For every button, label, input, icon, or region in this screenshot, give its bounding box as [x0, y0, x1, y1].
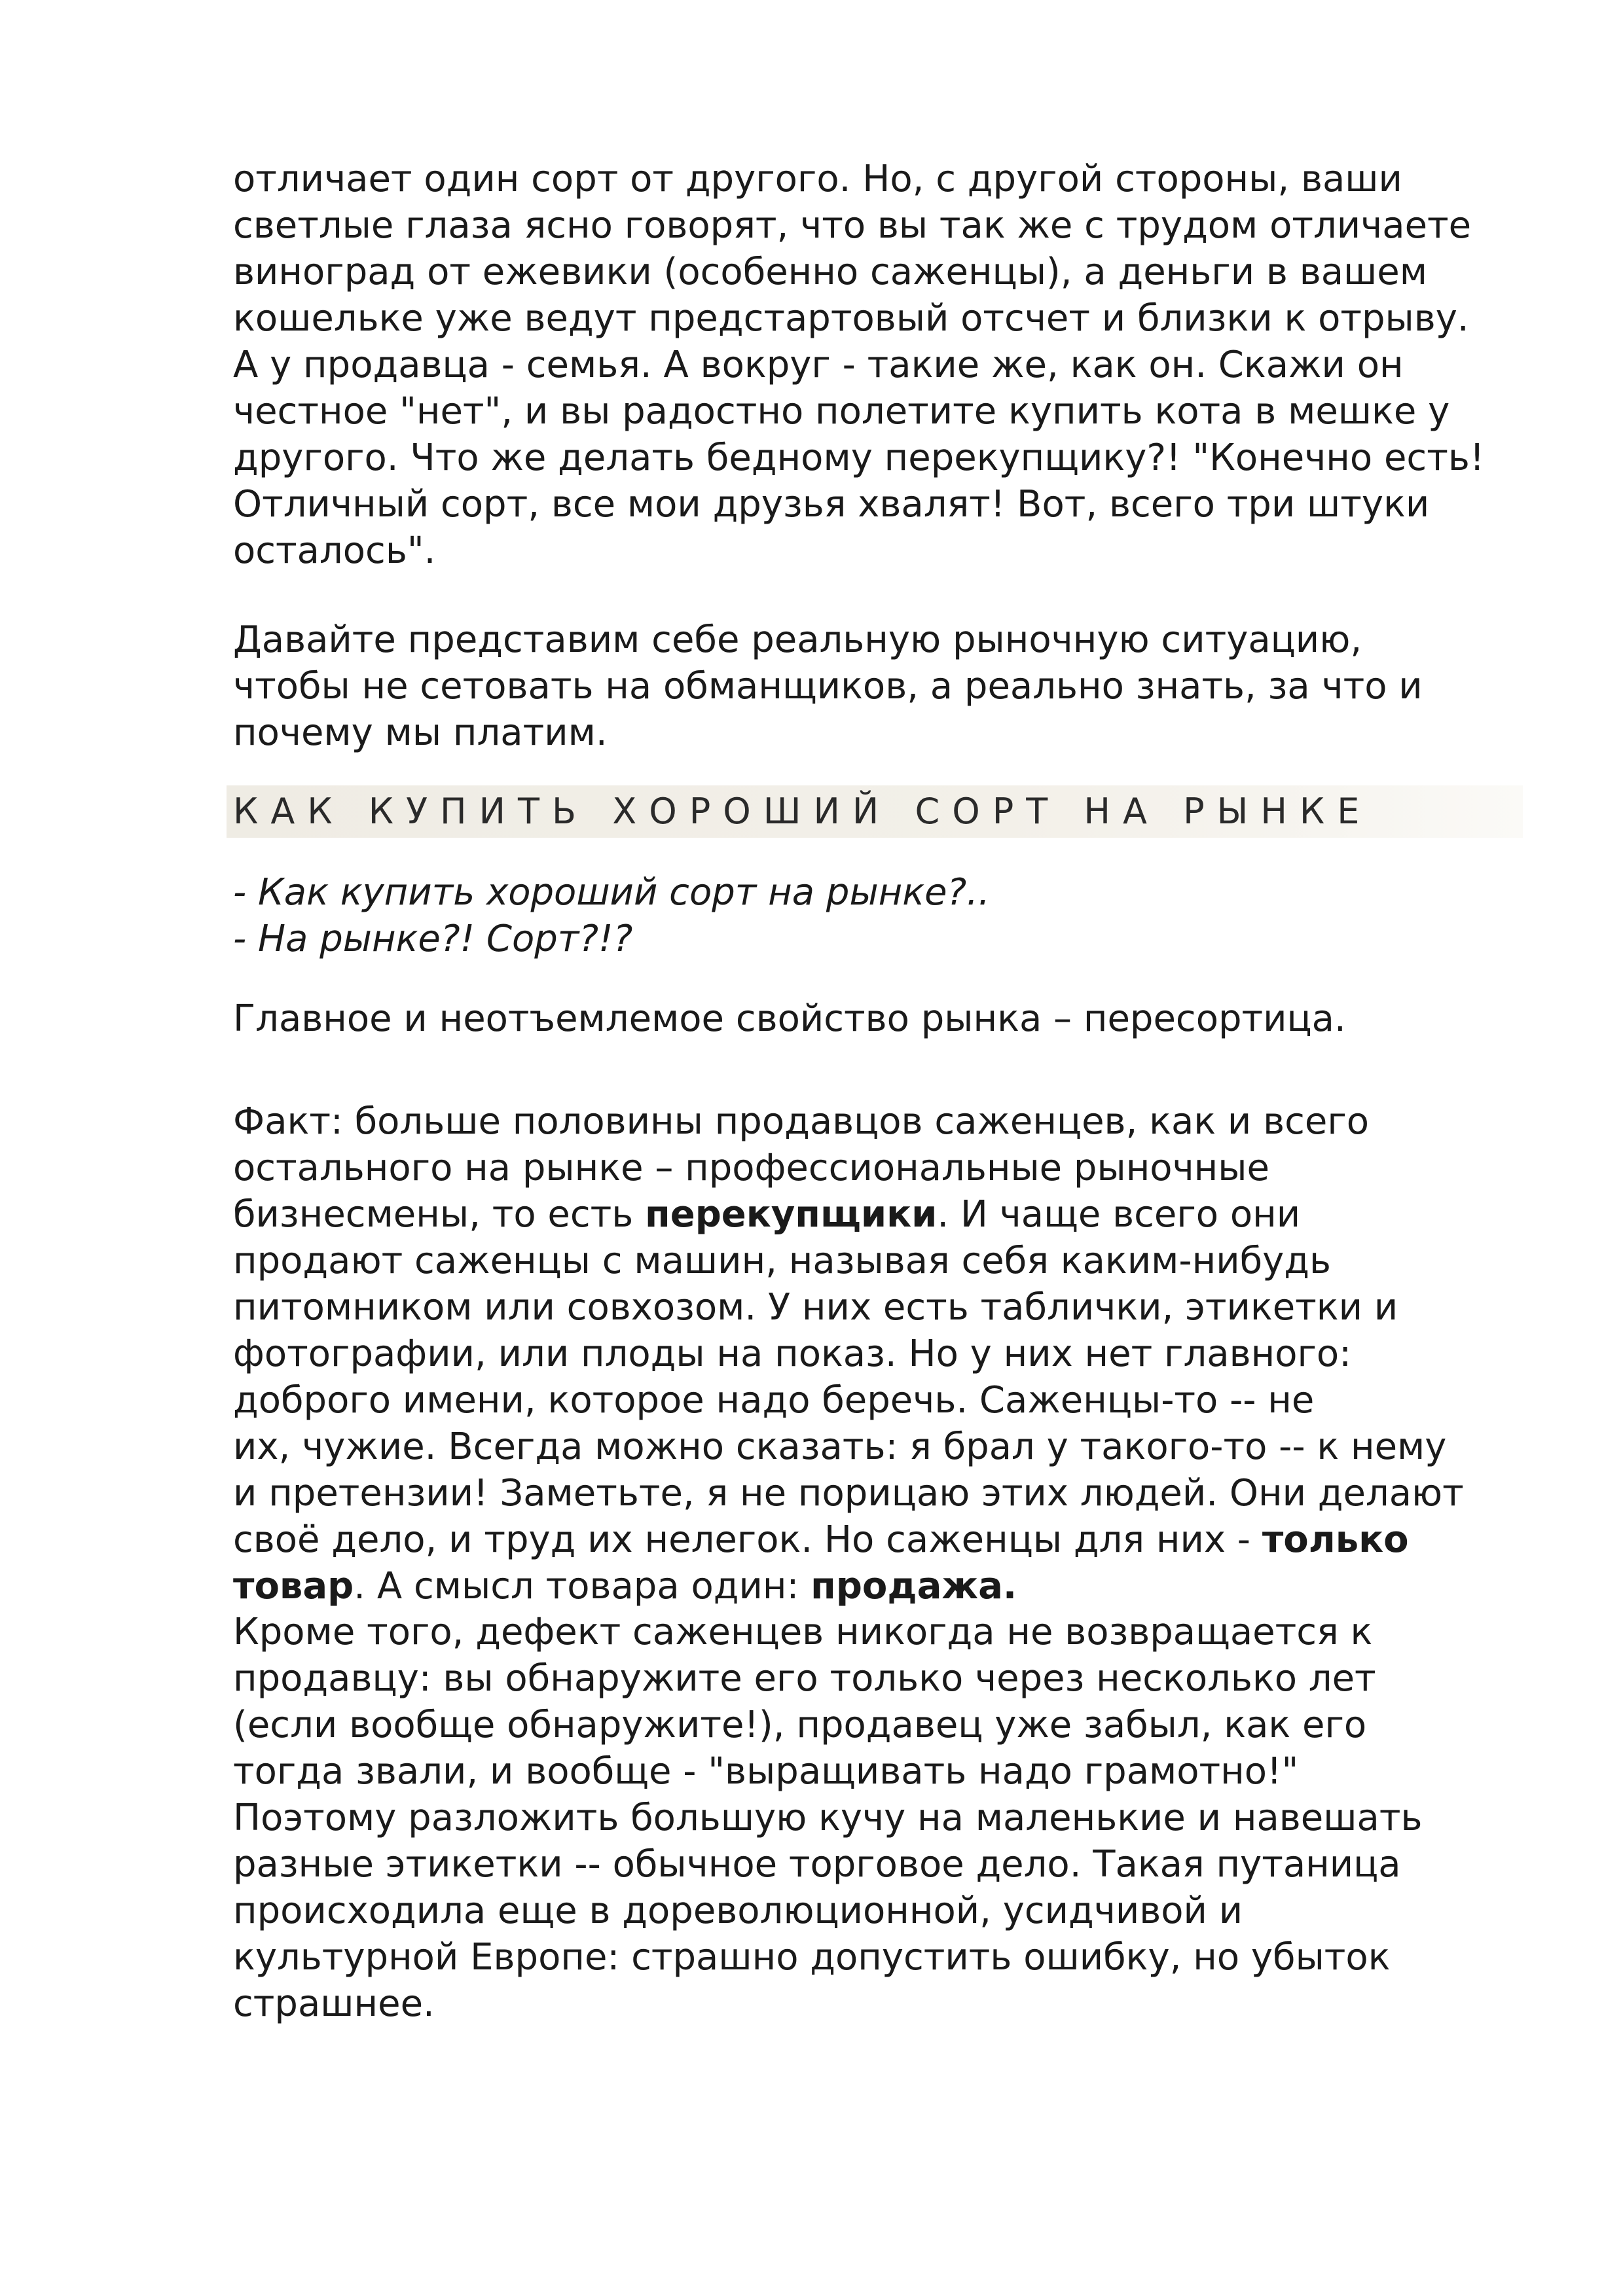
- bold-term-sale: продажа.: [811, 1565, 1017, 1607]
- text-line: фотографии, или плоды на показ. Но у них нет главного:: [233, 1333, 1351, 1375]
- paragraph-5: [233, 1609, 1529, 2027]
- text-line: отличает один сорт от другого. Но, с другой стороны, ваши: [233, 158, 1402, 200]
- dialogue-line-1: - Как купить хороший сорт на рынке?..: [233, 871, 990, 914]
- text-line: (если вообще обнаружите!), продавец уже забыл, как его: [233, 1704, 1367, 1746]
- text-line: культурной Европе: страшно допустить ошибку, но убыток: [233, 1936, 1391, 1979]
- dialogue-block: [233, 869, 1529, 962]
- text-span: бизнесмены, то есть: [233, 1193, 646, 1236]
- text-span: своё дело, и труд их нелегок. Но саженцы для них -: [233, 1518, 1262, 1561]
- text-line: Кроме того, дефект саженцев никогда не возвращается к: [233, 1611, 1373, 1653]
- text-line: тогда звали, и вообще - "выращивать надо грамотно!": [233, 1750, 1299, 1793]
- paragraph-1: [233, 156, 1529, 574]
- text-line: Давайте представим себе реальную рыночную ситуацию,: [233, 619, 1362, 661]
- paragraph-3: Главное и неотъемлемое свойство рынка – пересортица.: [233, 997, 1346, 1040]
- text-line: остального на рынке – профессиональные рыночные: [233, 1147, 1269, 1189]
- text-span: . И чаще всего они: [937, 1193, 1301, 1236]
- bold-term-only: только: [1262, 1518, 1409, 1561]
- text-line: доброго имени, которое надо беречь. Саженцы-то -- не: [233, 1379, 1315, 1422]
- text-line: осталось".: [233, 529, 436, 572]
- text-line: А у продавца - семья. А вокруг - такие же, как он. Скажи он: [233, 344, 1404, 386]
- bold-term-goods: товар: [233, 1565, 354, 1607]
- bold-term-resellers: перекупщики: [645, 1193, 938, 1236]
- text-line: другого. Что же делать бедному перекупщику?! "Конечно есть!: [233, 437, 1485, 479]
- dialogue-line-2: - На рынке?! Сорт?!?: [233, 918, 633, 960]
- section-heading: КАК КУПИТЬ ХОРОШИЙ СОРТ НА РЫНКЕ: [227, 785, 1523, 838]
- text-span: . А смысл товара один:: [354, 1565, 811, 1607]
- paragraph-2: [233, 617, 1529, 756]
- text-line: и претензии! Заметьте, я не порицаю этих людей. Они делают: [233, 1472, 1464, 1515]
- text-line: [233, 1191, 1529, 1238]
- text-line: разные этикетки -- обычное торговое дело. Такая путаница: [233, 1843, 1401, 1886]
- text-line: продавцу: вы обнаружите его только через несколько лет: [233, 1657, 1376, 1700]
- text-line: питомником или совхозом. У них есть таблички, этикетки и: [233, 1286, 1398, 1329]
- text-line: Поэтому разложить большую кучу на маленькие и навешать: [233, 1797, 1423, 1839]
- text-line: честное "нет", и вы радостно полетите купить кота в мешке у: [233, 390, 1450, 433]
- text-line: Отличный сорт, все мои друзья хвалят! Вот, всего три штуки: [233, 483, 1430, 526]
- text-line: [233, 1563, 1529, 1609]
- text-line: кошельке уже ведут предстартовый отсчет и близки к отрыву.: [233, 297, 1469, 340]
- paragraph-4: [233, 1098, 1529, 1609]
- text-line: чтобы не сетовать на обманщиков, а реально знать, за что и: [233, 665, 1423, 708]
- text-line: продают саженцы с машин, называя себя каким-нибудь: [233, 1240, 1331, 1282]
- text-line: происходила еще в дореволюционной, усидчивой и: [233, 1890, 1243, 1932]
- text-line: Факт: больше половины продавцов саженцев, как и всего: [233, 1100, 1370, 1143]
- text-line: светлые глаза ясно говорят, что вы так же с трудом отличаете: [233, 204, 1472, 247]
- text-line: их, чужие. Всегда можно сказать: я брал у такого-то -- к нему: [233, 1426, 1447, 1468]
- text-line: виноград от ежевики (особенно саженцы), а деньги в вашем: [233, 251, 1427, 293]
- text-line: [233, 1516, 1529, 1563]
- text-line: страшнее.: [233, 1982, 435, 2025]
- text-line: почему мы платим.: [233, 711, 608, 754]
